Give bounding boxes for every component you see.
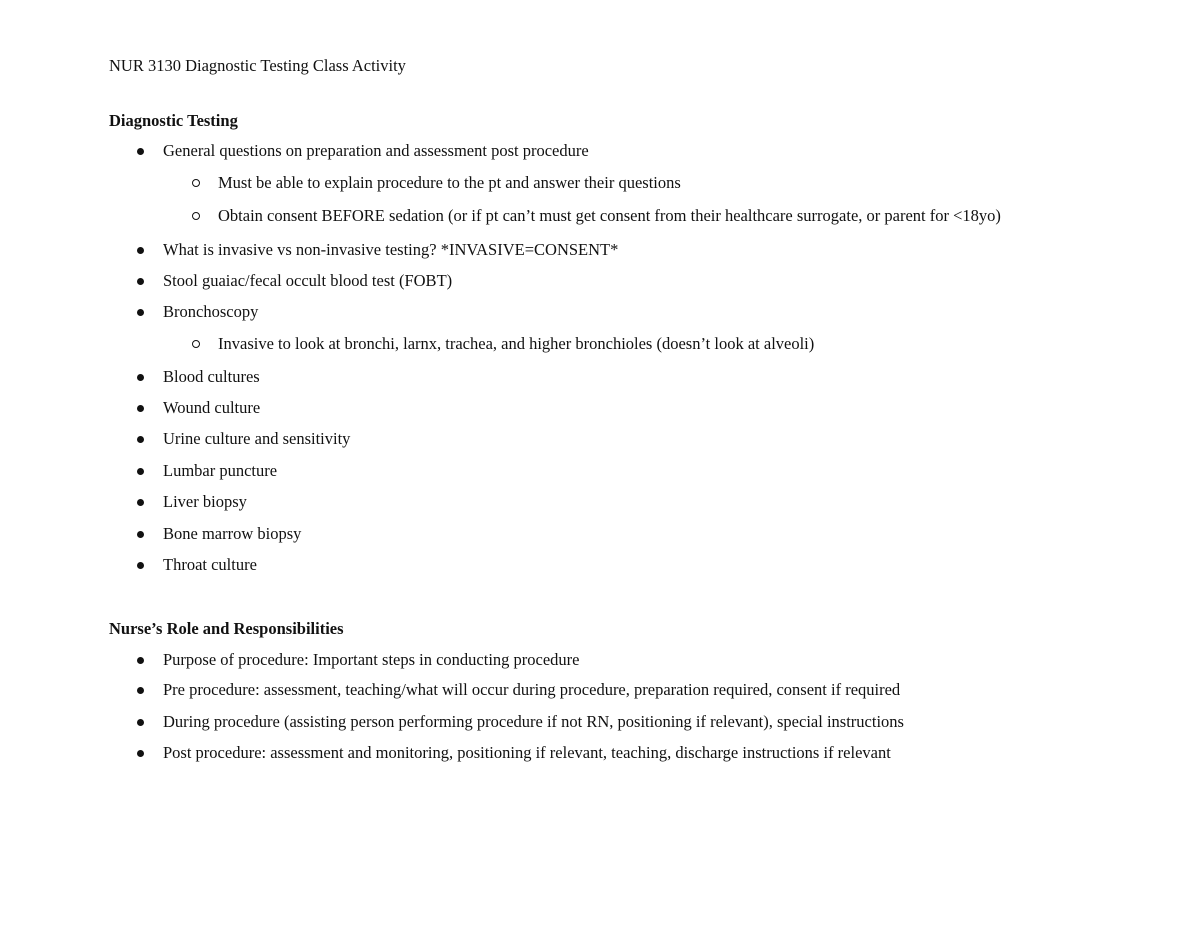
sub-list-item: Must be able to explain procedure to the pt and answer their questions: [218, 173, 681, 192]
list-item: Bone marrow biopsy: [163, 524, 302, 543]
sub-list-item: Obtain consent BEFORE sedation (or if pt can’t must get consent from their healthcare surrogate, or parent for <18yo): [218, 206, 1001, 225]
list-item: Urine culture and sensitivity: [163, 429, 351, 448]
bullet-icon: [137, 148, 144, 155]
hollow-bullet-icon: [192, 212, 200, 220]
bullet-icon: [137, 247, 144, 254]
bullet-icon: [137, 687, 144, 694]
bullet-icon: [137, 499, 144, 506]
bullet-icon: [137, 436, 144, 443]
list-item: Post procedure: assessment and monitoring, positioning if relevant, teaching, discharge instructions if relevant: [163, 743, 891, 762]
bullet-icon: [137, 309, 144, 316]
list-item: What is invasive vs non-invasive testing? *INVASIVE=CONSENT*: [163, 240, 619, 259]
section-heading-nurses-role: Nurse’s Role and Responsibilities: [109, 619, 344, 638]
list-item: Stool guaiac/fecal occult blood test (FOBT): [163, 271, 453, 290]
hollow-bullet-icon: [192, 340, 200, 348]
list-item: Throat culture: [163, 555, 257, 574]
bullet-icon: [137, 562, 144, 569]
bullet-icon: [137, 531, 144, 538]
list-item: Bronchoscopy: [163, 302, 259, 321]
document-title: NUR 3130 Diagnostic Testing Class Activity: [109, 56, 406, 75]
bullet-icon: [137, 278, 144, 285]
hollow-bullet-icon: [192, 179, 200, 187]
bullet-icon: [137, 657, 144, 664]
bullet-icon: [137, 468, 144, 475]
list-item: During procedure (assisting person performing procedure if not RN, positioning if relevant), special instructions: [163, 712, 904, 731]
bullet-icon: [137, 719, 144, 726]
section-heading-diagnostic-testing: Diagnostic Testing: [109, 111, 238, 130]
bullet-icon: [137, 750, 144, 757]
list-item: Liver biopsy: [163, 492, 247, 511]
list-item: Pre procedure: assessment, teaching/what will occur during procedure, preparation required, consent if required: [163, 680, 901, 699]
bullet-icon: [137, 374, 144, 381]
list-item: General questions on preparation and assessment post procedure: [163, 141, 589, 160]
sub-list-item: Invasive to look at bronchi, larnx, trachea, and higher bronchioles (doesn’t look at alveoli): [218, 334, 815, 353]
bullet-icon: [137, 405, 144, 412]
list-item: Purpose of procedure: Important steps in conducting procedure: [163, 650, 580, 669]
list-item: Lumbar puncture: [163, 461, 278, 480]
list-item: Blood cultures: [163, 367, 260, 386]
list-item: Wound culture: [163, 398, 261, 417]
